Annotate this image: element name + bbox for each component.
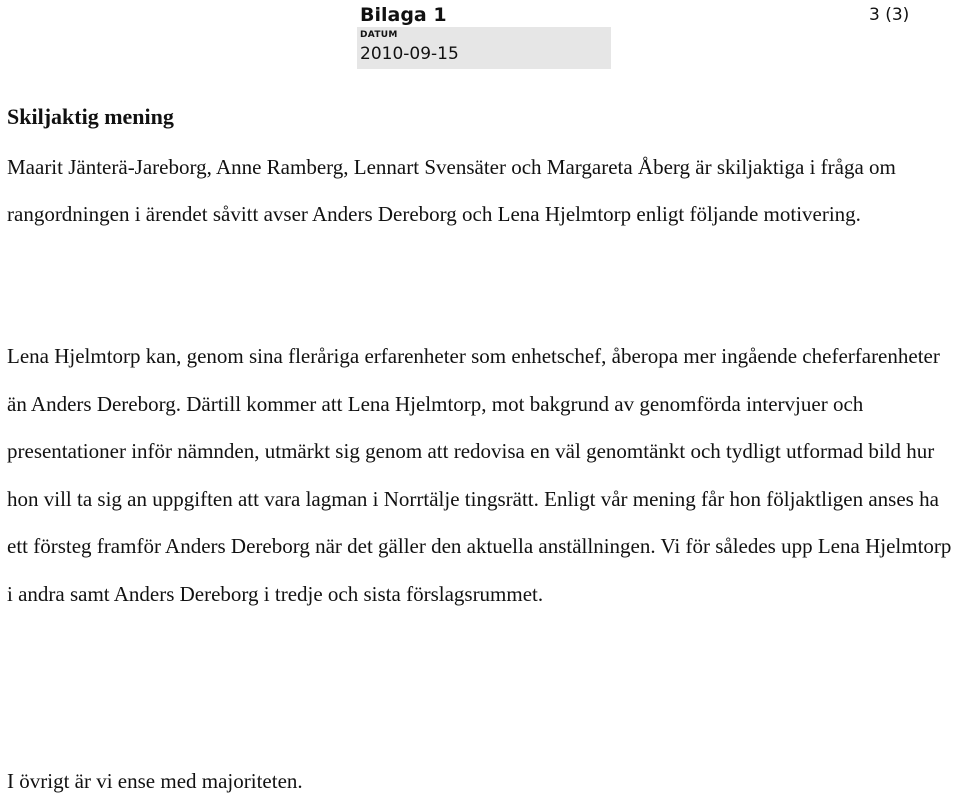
paragraph-motivation: Lena Hjelmtorp kan, genom sina fleråriga erfarenheter som enhetschef, åberopa mer ingående cheferfarenheter än Anders Dereborg. Därtill kommer att Lena Hjelmtorp, mot bakgrund av genomförda intervjuer och presentationer inför nämnden, utmärkt sig genom att redovisa en väl genomtänkt och tydligt utformad bild hur hon vill ta sig an uppgiften att vara lagman i Norrtälje tingsrätt. Enligt vår mening får hon följaktligen anses ha ett försteg framför Anders Dereborg när det gäller den aktuella anställningen. Vi för således upp Lena Hjelmtorp i andra samt Anders Dereborg i tredje och sista förslagsrummet. [7,344,952,606]
date-value: 2010-09-15 [360,44,459,64]
attachment-title: Bilaga 1 [360,4,447,26]
paragraph-intro: Maarit Jänterä-Jareborg, Anne Ramberg, Lennart Svensäter och Margareta Åberg är skiljaktiga i fråga om rangordningen i ärendet såvitt avser Anders Dereborg och Lena Hjelmtorp enligt följande motivering. [7,155,896,226]
paragraph-closing: I övrigt är vi ense med majoriteten. [7,769,303,793]
page-number: 3 (3) [869,5,910,25]
date-label: DATUM [360,30,398,40]
date-box [357,27,611,69]
section-heading: Skiljaktig mening [7,104,174,129]
